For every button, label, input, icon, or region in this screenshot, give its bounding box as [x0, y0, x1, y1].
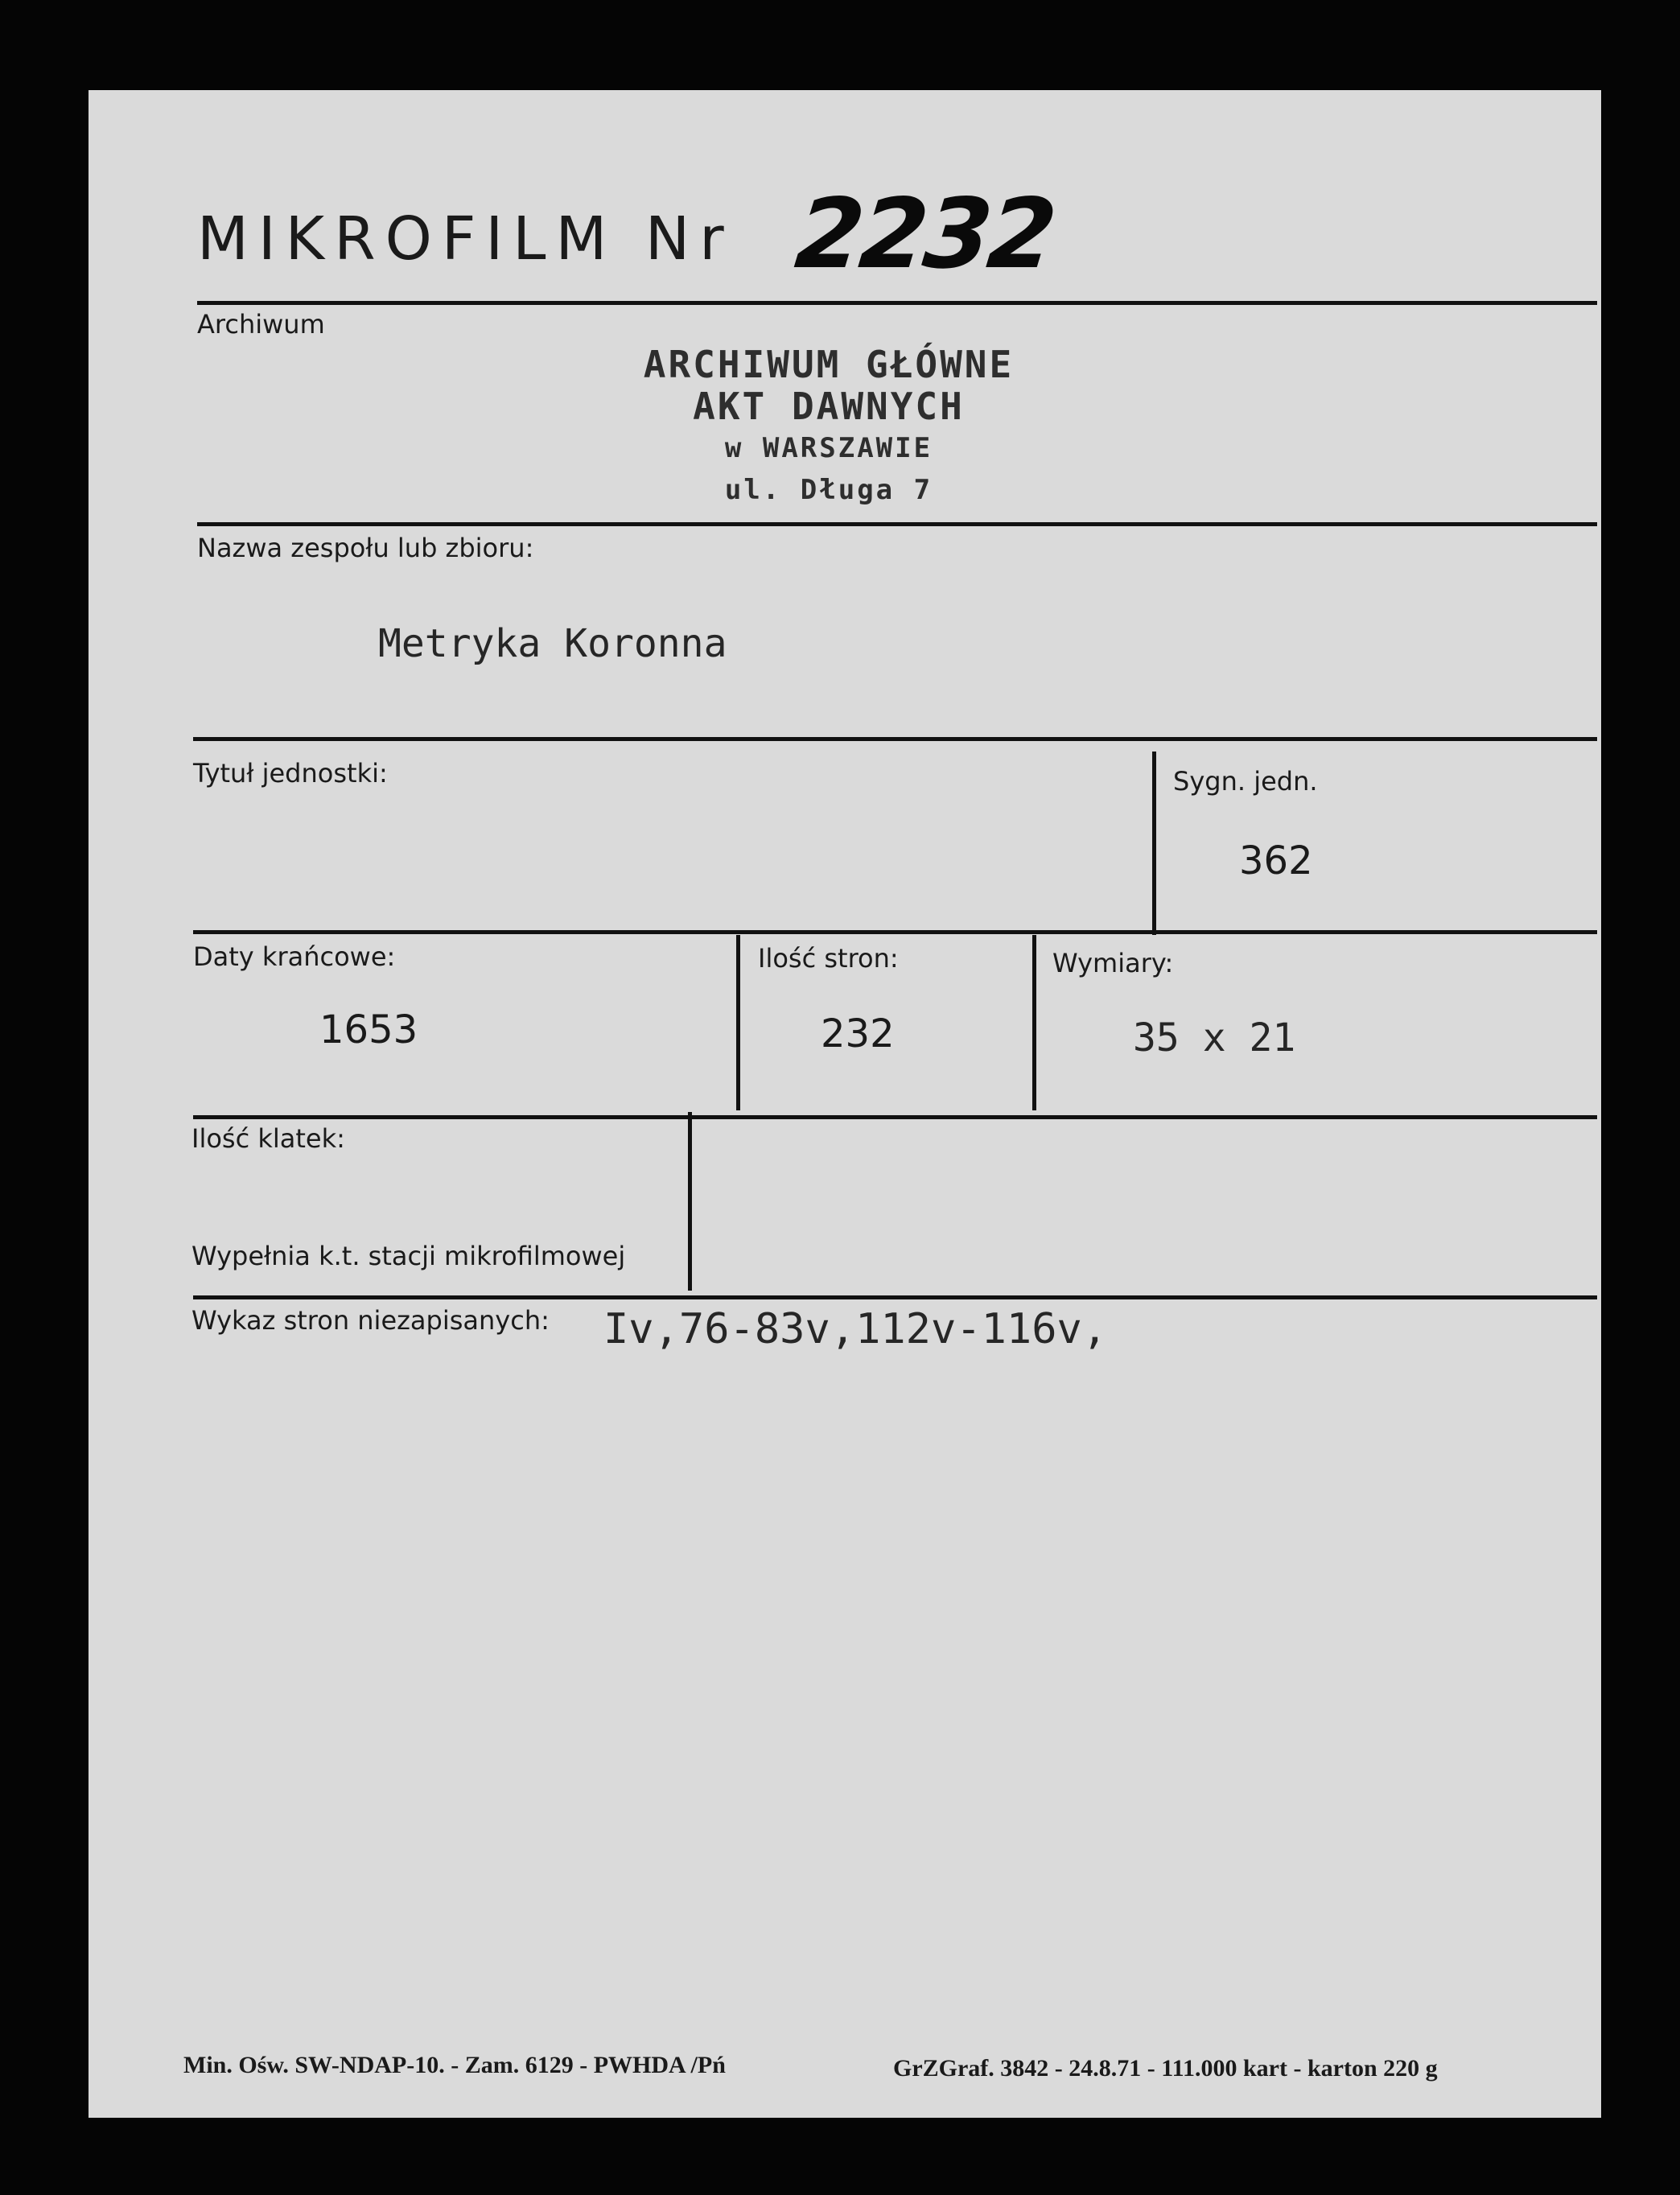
card-title: MIKROFILM Nr [197, 204, 734, 274]
fonds-label: Nazwa zespołu lub zbioru: [197, 533, 534, 563]
signature-label: Sygn. jedn. [1173, 766, 1318, 797]
footer-right: GrZGraf. 3842 - 24.8.71 - 111.000 kart - karton 220 g [893, 2055, 1438, 2082]
divider [197, 301, 1597, 305]
microfilm-card [89, 90, 1601, 2118]
divider-vertical [1152, 752, 1156, 935]
stamp-line-2: AKT DAWNYCH [693, 385, 965, 428]
pages-label: Ilość stron: [758, 943, 899, 974]
divider [197, 522, 1597, 526]
frames-note: Wypełnia k.t. stacji mikrofilmowej [191, 1241, 626, 1271]
dimensions-value: 35 x 21 [1133, 1015, 1296, 1060]
divider [193, 1115, 1597, 1119]
divider [193, 1295, 1597, 1299]
dimensions-label: Wymiary: [1052, 948, 1174, 978]
archive-label: Archiwum [197, 309, 325, 340]
divider [193, 737, 1597, 741]
stamp-line-4: ul. Długa 7 [724, 474, 933, 506]
blank-pages-label: Wykaz stron niezapisanych: [191, 1305, 550, 1336]
microfilm-number: 2232 [790, 179, 1059, 290]
signature-value: 362 [1239, 838, 1313, 883]
divider-vertical [736, 935, 740, 1110]
divider [193, 930, 1597, 934]
archive-stamp [523, 344, 1134, 511]
unit-title-label: Tytuł jednostki: [193, 758, 388, 789]
dates-label: Daty krańcowe: [193, 941, 396, 972]
dates-value: 1653 [319, 1007, 418, 1052]
divider-vertical [1032, 935, 1036, 1110]
footer-left: Min. Ośw. SW-NDAP-10. - Zam. 6129 - PWHDA /Pń [183, 2052, 726, 2078]
pages-value: 232 [821, 1011, 895, 1056]
blank-pages-value: Iv,76-83v,112v-116v, [603, 1305, 1108, 1353]
divider-vertical [688, 1112, 692, 1291]
stamp-line-3: w WARSZAWIE [724, 432, 933, 464]
stamp-line-1: ARCHIWUM GŁÓWNE [643, 343, 1015, 386]
fonds-value: Metryka Koronna [378, 621, 727, 666]
frames-label: Ilość klatek: [191, 1123, 345, 1154]
